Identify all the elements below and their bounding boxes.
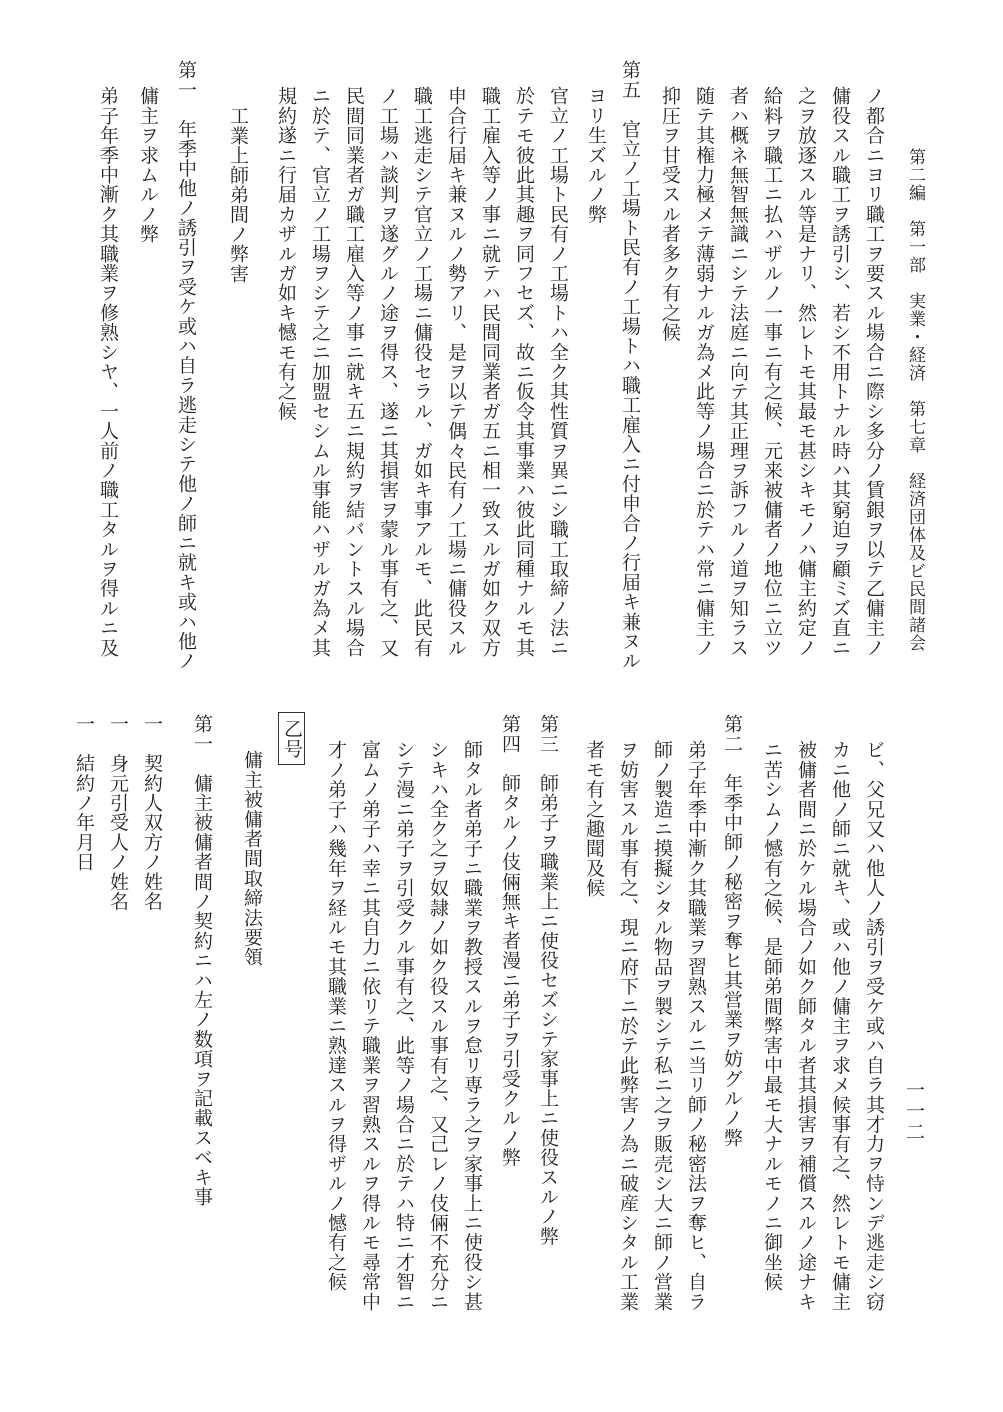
text-column: 職工雇入等ノ事ニ就テハ民間同業者ガ五ニ相一致スルガ如ク双方	[479, 86, 501, 658]
text-column: 才ノ弟子ハ幾年ヲ経ルモ其職業ニ熟達スルヲ得ザルノ憾有之候	[325, 740, 347, 1292]
text-column: 申合行届キ兼ヌルノ勢アリ、是ヲ以テ偶々民有ノ工場ニ傭役スル	[445, 86, 467, 658]
text-column: 給料ヲ職工ニ払ハザルノ一事ニ有之候、元来被傭者ノ地位ニ立ツ	[761, 86, 783, 658]
list-item: 一 身元引受人ノ姓名	[107, 714, 129, 911]
text-column: 弟子年季中漸ク其職業ヲ修熟シヤ、一人前ノ職工タルヲ得ルニ及	[97, 86, 119, 658]
text-column: 官立ノ工場ト民有ノ工場トハ全ク其性質ヲ異ニシ職工取締ノ法ニ	[547, 86, 569, 658]
section-heading: 第一 傭主被傭者間ノ契約ニハ左ノ数項ヲ記載スベキ事	[191, 714, 213, 1207]
document-label-box: 乙号	[278, 712, 305, 765]
text-column: ヨリ生ズルノ弊	[585, 86, 607, 224]
text-column: ニ苦シムノ憾有之候、是師弟間弊害中最モ大ナルモノニ御坐候	[761, 740, 783, 1292]
section-heading: 第三 師弟子ヲ職業上ニ使役セズシテ家事上ニ使役スルノ弊	[537, 714, 559, 1246]
text-column: 之ヲ放逐スル等是ナリ、然レトモ其最モ甚シキモノハ傭主約定ノ	[795, 86, 817, 658]
text-column: 富ムノ弟子ハ幸ニ其自力ニ依リテ職業ヲ習熟スルヲ得ルモ尋常中	[359, 740, 381, 1312]
text-column: 於テモ彼此其趣ヲ同フセズ、故ニ仮令其事業ハ彼此同種ナルモ其	[513, 86, 535, 658]
page-number: 一一二	[903, 1080, 925, 1143]
subsection-heading: 工業上師弟間ノ弊害	[227, 106, 249, 284]
text-column: 随テ其権力極メテ薄弱ナルガ為メ此等ノ場合ニ於テハ常ニ傭主ノ	[693, 86, 715, 658]
list-item: 一 結約ノ年月日	[73, 714, 95, 872]
section-heading: 第五 官立ノ工場ト民有ノ工場トハ職工雇入ニ付申合ノ行届キ兼ヌル	[619, 60, 641, 671]
text-column: 者モ有之趣聞及候	[583, 740, 605, 898]
text-column: 職工逃走シテ官立ノ工場ニ傭役セラル、ガ如キ事アルモ、此民有	[411, 86, 433, 658]
text-column: 師ノ製造ニ摸擬シタル物品ヲ製シテ私ニ之ヲ販売シ大ニ師ノ営業	[651, 740, 673, 1312]
text-column: 者ハ概ネ無智無識ニシテ法庭ニ向テ其正理ヲ訴フルノ道ヲ知ラス	[727, 86, 749, 658]
section-heading: 第二 年季中師ノ秘密ヲ奪ヒ其営業ヲ妨グルノ弊	[721, 714, 743, 1148]
list-item: 一 契約人双方ノ姓名	[141, 714, 163, 911]
section-heading: 第四 師タルノ伎倆無キ者漫ニ弟子ヲ引受クルノ弊	[499, 714, 521, 1168]
text-column: 被傭者間ニ於ケル場合ノ如ク師タル者其損害ヲ補償スルノ途ナキ	[795, 740, 817, 1312]
subsection-heading: 傭主被傭者間取締法要領	[241, 750, 263, 967]
text-column: 抑圧ヲ甘受スル者多ク有之候	[659, 86, 681, 343]
text-column: ビ、父兄又ハ他人ノ誘引ヲ受ケ或ハ自ラ其才力ヲ恃ンデ逃走シ窃	[863, 740, 885, 1312]
running-header: 第二編 第一部 実業・経済 第七章 経済団体及ビ民間諸会	[905, 148, 925, 652]
text-column: シテ漫ニ弟子ヲ引受クル事有之、此等ノ場合ニ於テハ特ニ才智ニ	[393, 740, 415, 1312]
text-column: ノ工場ハ談判ヲ遂グルノ途ヲ得ス、遂ニ其損害ヲ蒙ル事有之、又	[377, 86, 399, 658]
section-heading: 第一 年季中他ノ誘引ヲ受ケ或ハ自ラ逃走シテ他ノ師ニ就キ或ハ他ノ	[175, 60, 197, 671]
text-column: ノ都合ニヨリ職工ヲ要スル場合ニ際シ多分ノ賃銀ヲ以テ乙傭主ノ	[863, 86, 885, 658]
text-column: ヲ妨害スル事有之、現ニ府下ニ於テ此弊害ノ為ニ破産シタル工業	[617, 740, 639, 1312]
text-column: 師タル者弟子ニ職業ヲ教授スルヲ怠リ専ラ之ヲ家事上ニ使役シ甚	[461, 740, 483, 1312]
text-column: カニ他ノ師ニ就キ、或ハ他ノ傭主ヲ求メ候事有之、然レトモ傭主	[829, 740, 851, 1312]
text-column: 民間同業者ガ職工雇入等ノ事ニ就キ五ニ規約ヲ結バントスル場合	[343, 86, 365, 658]
text-column: シキハ全ク之ヲ奴隷ノ如ク役スル事有之、又己レノ伎倆不充分ニ	[427, 740, 449, 1312]
text-column: ニ於テ、官立ノ工場ヲシテ之ニ加盟セシムル事能ハザルガ為メ其	[309, 86, 331, 658]
text-column: 規約遂ニ行届カザルガ如キ憾モ有之候	[275, 86, 297, 421]
text-column: 傭役スル職工ヲ誘引シ、若シ不用トナル時ハ其窮迫ヲ顧ミズ直ニ	[829, 86, 851, 658]
text-column: 傭主ヲ求ムルノ弊	[137, 86, 159, 244]
text-column: 弟子年季中漸ク其職業ヲ習熟スルニ当リ師ノ秘密法ヲ奪ヒ、自ラ	[685, 740, 707, 1312]
